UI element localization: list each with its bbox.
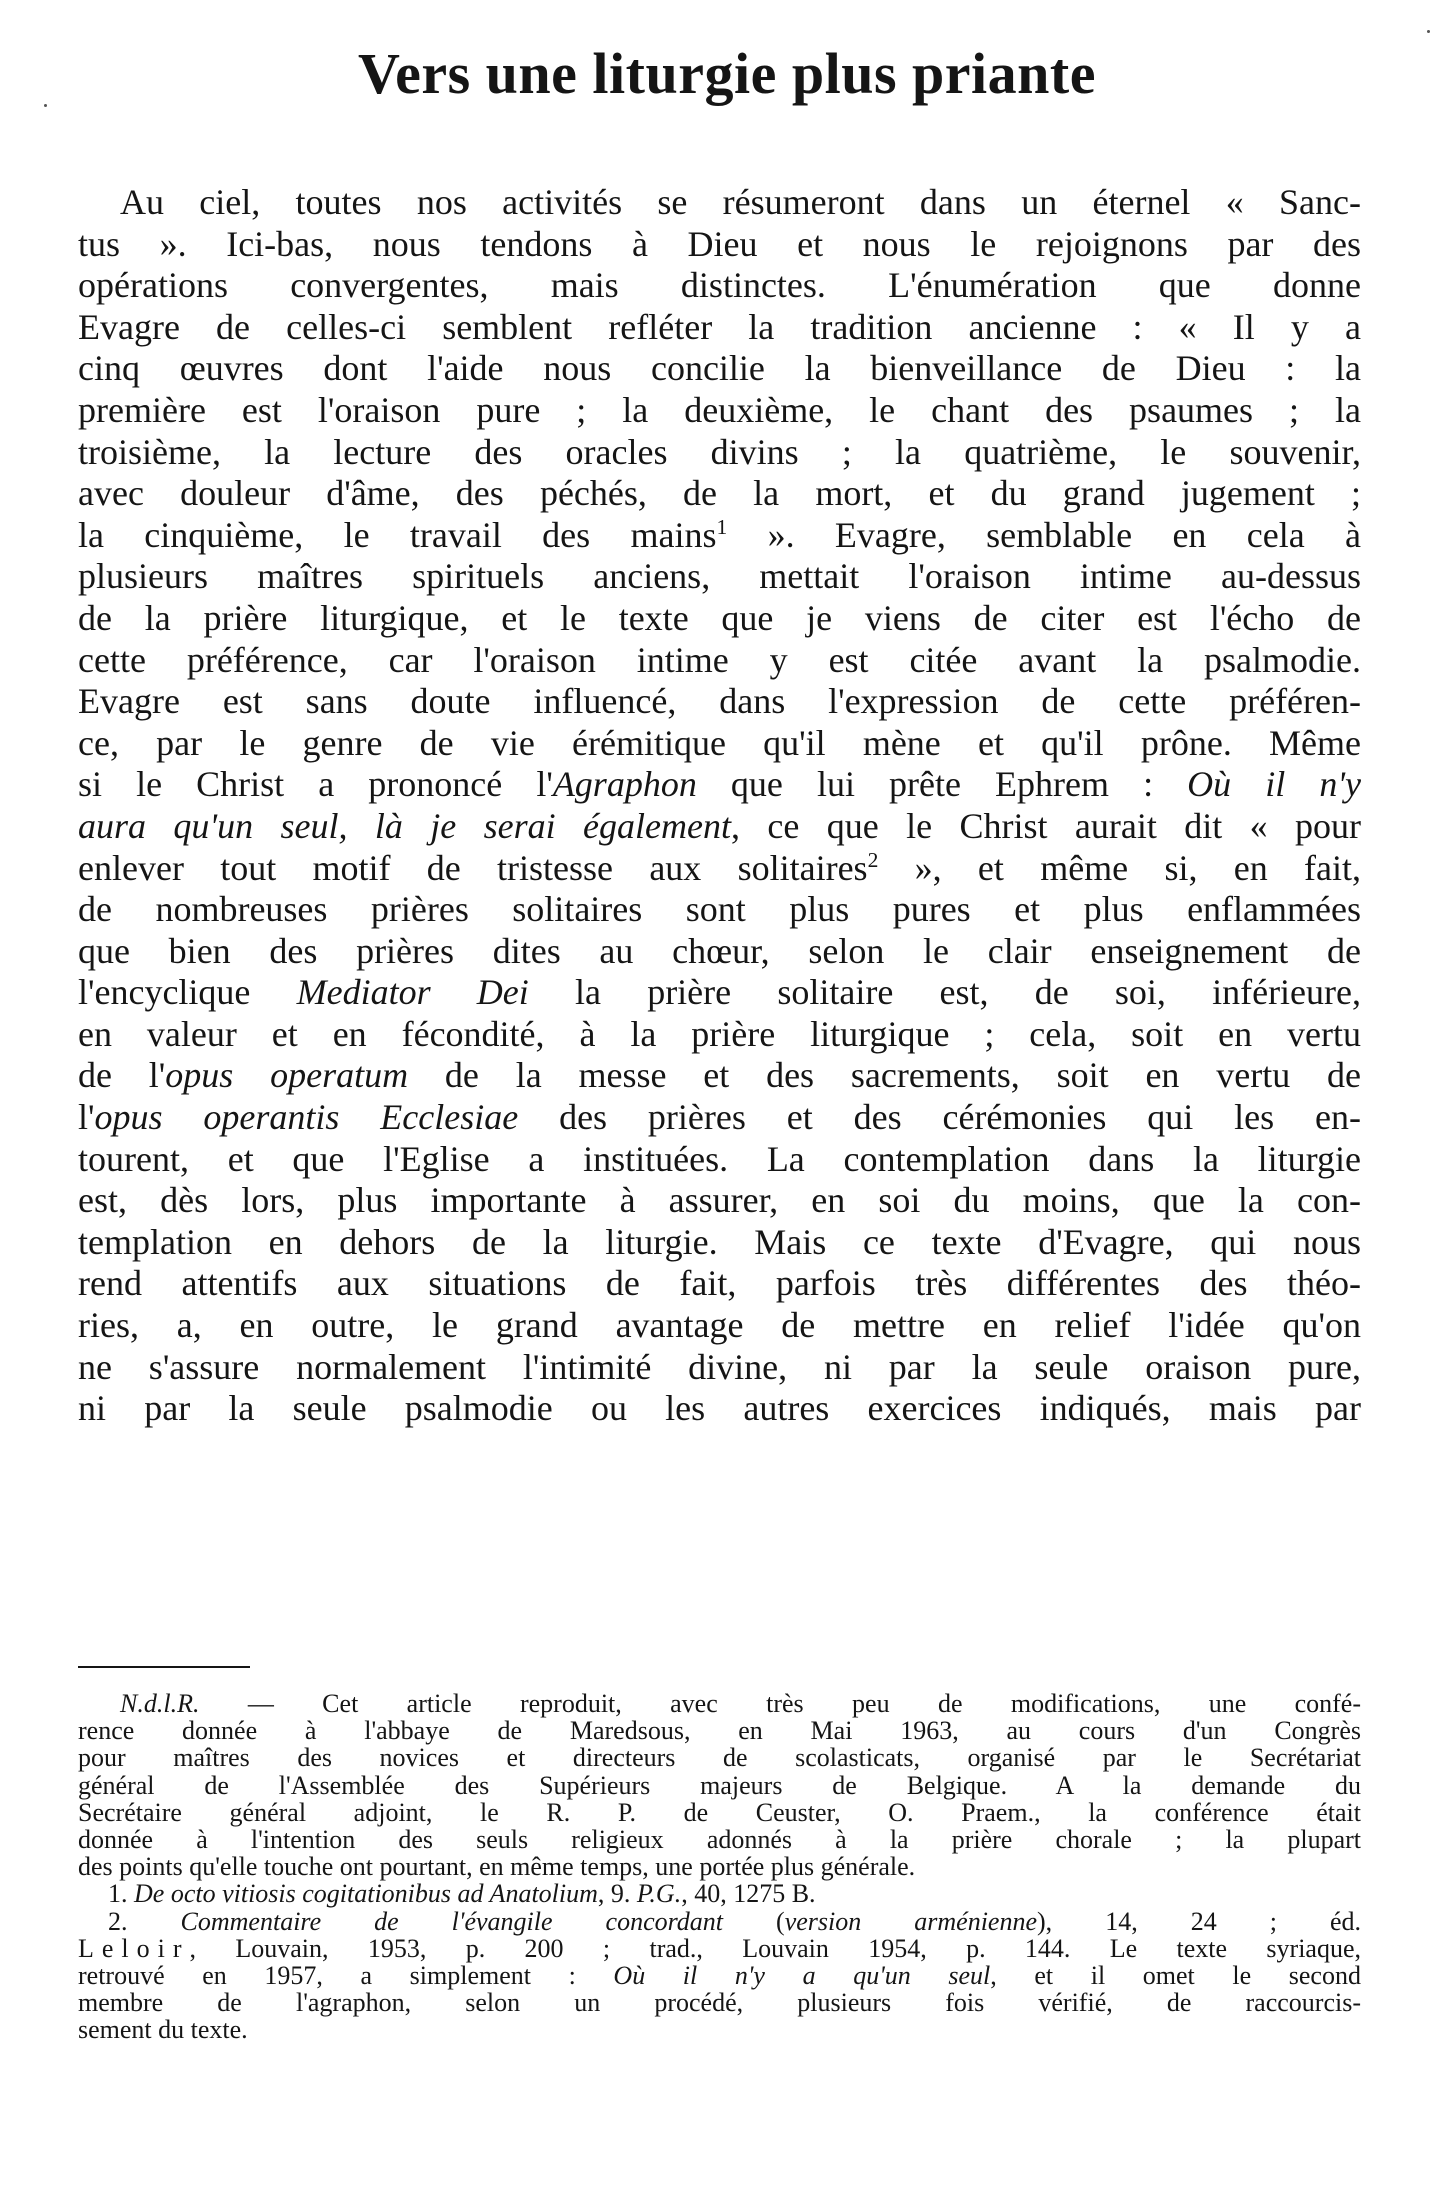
- footnotes: [78, 1690, 1361, 2043]
- body-line: ni par la seule psalmodie ou les autres exercices indiqués, mais par: [78, 1388, 1361, 1429]
- footnote-2: Leloir, Louvain, 1953, p. 200 ; trad., Louvain 1954, p. 144. Le texte syriaque,: [78, 1933, 1361, 1963]
- body-line: ne s'assure normalement l'intimité divine, ni par la seule oraison pure,: [78, 1346, 1361, 1387]
- footnote-ndlr: rence donnée à l'abbaye de Maredsous, en Mai 1963, au cours d'un Congrès: [78, 1716, 1361, 1746]
- footnote-2: 2. Commentaire de l'évangile concordant (version arménienne), 14, 24 ; éd.: [108, 1906, 1362, 1936]
- scan-mark: [1427, 30, 1430, 33]
- footnote-2: retrouvé en 1957, a simplement : Où il n'y a qu'un seul, et il omet le second: [78, 1960, 1361, 1990]
- body-line: ce, par le genre de vie érémitique qu'il mène et qu'il prône. Même: [78, 722, 1361, 763]
- footnote-1: 1. De octo vitiosis cogitationibus ad Anatolium, 9. P.G., 40, 1275 B.: [108, 1879, 816, 1909]
- article-body: [78, 182, 1361, 1430]
- body-line: tourent, et que l'Eglise a instituées. La contemplation dans la liturgie: [78, 1138, 1361, 1179]
- footnote-ndlr: Secrétaire général adjoint, le R. P. de Ceuster, O. Praem., la conférence était: [78, 1797, 1361, 1827]
- body-line: Evagre est sans doute influencé, dans l'expression de cette préféren-: [78, 681, 1361, 722]
- footnote-ndlr: N.d.l.R. — Cet article reproduit, avec très peu de modifications, une confé-: [120, 1689, 1361, 1718]
- body-line: de la prière liturgique, et le texte que je viens de citer est l'écho de: [78, 597, 1361, 638]
- footnote-ndlr: donnée à l'intention des seuls religieux adonnés à la prière chorale ; la plupart: [78, 1824, 1361, 1854]
- body-line: ries, a, en outre, le grand avantage de mettre en relief l'idée qu'on: [78, 1305, 1361, 1346]
- footnote-2: membre de l'agraphon, selon un procédé, plusieurs fois vérifié, de raccourcis-: [78, 1988, 1361, 2018]
- body-line: la cinquième, le travail des mains$^1$ ». Evagre, semblable en cela à: [78, 514, 1361, 555]
- scan-mark: [44, 104, 47, 107]
- body-line: de nombreuses prières solitaires sont plus pures et plus enflammées: [78, 889, 1361, 930]
- body-line: Evagre de celles-ci semblent refléter la tradition ancienne : « Il y a: [78, 306, 1361, 347]
- footnote-separator: [78, 1666, 250, 1668]
- body-line: cette préférence, car l'oraison intime y est citée avant la psalmodie.: [78, 639, 1361, 680]
- body-line: cinq œuvres dont l'aide nous concilie la bienveillance de Dieu : la: [78, 348, 1361, 389]
- body-line: troisième, la lecture des oracles divins ; la quatrième, le souvenir,: [78, 431, 1361, 472]
- body-line: opérations convergentes, mais distinctes. L'énumération que donne: [78, 265, 1361, 306]
- body-line: si le Christ a prononcé l'Agraphon que lui prête Ephrem : Où il n'y: [78, 764, 1362, 805]
- body-line: l'encyclique Mediator Dei la prière solitaire est, de soi, inférieure,: [78, 972, 1362, 1013]
- body-line: aura qu'un seul, là je serai également, ce que le Christ aurait dit « pour: [78, 805, 1361, 846]
- body-line: de l'opus operatum de la messe et des sacrements, soit en vertu de: [78, 1055, 1361, 1096]
- body-line: plusieurs maîtres spirituels anciens, mettait l'oraison intime au-dessus: [78, 556, 1361, 597]
- footnote-ref-1: 1: [716, 514, 728, 539]
- body-line: Au ciel, toutes nos activités se résumeront dans un éternel « Sanc-: [120, 182, 1361, 222]
- footnote-2: sement du texte.: [78, 2015, 248, 2045]
- body-line: que bien des prières dites au chœur, selon le clair enseignement de: [78, 930, 1361, 971]
- body-line: enlever tout motif de tristesse aux solitaires$^2$ », et même si, en fait,: [78, 847, 1361, 888]
- body-line: l'opus operantis Ecclesiae des prières et des cérémonies qui les en-: [78, 1097, 1361, 1138]
- footnote-ndlr: des points qu'elle touche ont pourtant, en même temps, une portée plus générale.: [78, 1852, 916, 1882]
- footnote-ndlr: pour maîtres des novices et directeurs de scolasticats, organisé par le Secrétariat: [78, 1743, 1361, 1773]
- body-line: avec douleur d'âme, des péchés, de la mort, et du grand jugement ;: [78, 473, 1361, 514]
- body-line: templation en dehors de la liturgie. Mais ce texte d'Evagre, qui nous: [78, 1221, 1361, 1262]
- article-title: Vers une liturgie plus priante: [358, 41, 1096, 106]
- footnote-ref-2: 2: [867, 847, 879, 872]
- body-line: en valeur et en fécondité, à la prière liturgique ; cela, soit en vertu: [78, 1013, 1361, 1054]
- body-line: est, dès lors, plus importante à assurer, en soi du moins, que la con-: [78, 1180, 1361, 1221]
- body-line: première est l'oraison pure ; la deuxième, le chant des psaumes ; la: [78, 389, 1361, 430]
- body-line: rend attentifs aux situations de fait, parfois très différentes des théo-: [78, 1263, 1361, 1304]
- footnote-ndlr: général de l'Assemblée des Supérieurs majeurs de Belgique. A la demande du: [78, 1770, 1361, 1800]
- body-line: tus ». Ici-bas, nous tendons à Dieu et nous le rejoignons par des: [78, 223, 1361, 264]
